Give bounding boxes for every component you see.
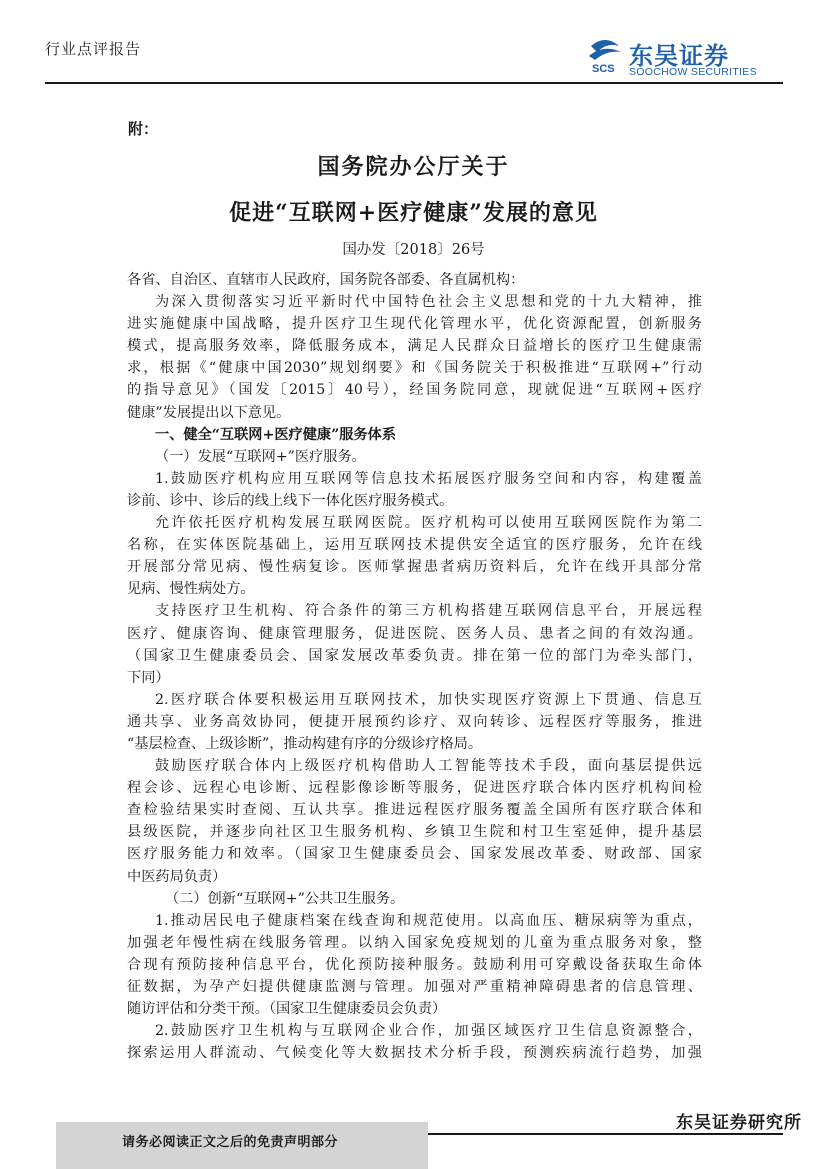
body-line: 医疗服务能力和效率。（国家卫生健康委员会、国家发展改革委、财政部、国家 <box>127 846 702 863</box>
company-logo <box>585 36 785 78</box>
body-line: 健康”发展提出以下意见。 <box>127 404 291 421</box>
body-line: 开展部分常见病、慢性病复诊。医师掌握患者病历资料后，允许在线开具部分常 <box>127 559 702 576</box>
body-line: 为深入贯彻落实习近平新时代中国特色社会主义思想和党的十九大精神，推 <box>155 294 702 311</box>
body-line: 进实施健康中国战略，提升医疗卫生现代化管理水平，优化资源配置，创新服务 <box>127 316 702 333</box>
document-title-line-2: 促进“互联网+医疗健康”发展的意见 <box>229 200 598 226</box>
body-line: 1.推动居民电子健康档案在线查询和规范使用。以高血压、糖尿病等为重点， <box>155 912 702 929</box>
body-line: 的指导意见》（国发〔2015〕40号），经国务院同意，现就促进“互联网+医疗 <box>127 382 702 399</box>
body-line: 求，根据《“健康中国2030”规划纲要》和《国务院关于积极推进“互联网+”行动 <box>127 360 702 377</box>
logo-english-text: SOOCHOW SECURITIES <box>629 66 757 78</box>
body-line: 加强老年慢性病在线服务管理。以纳入国家免疫规划的儿童为重点服务对象，整 <box>127 934 702 951</box>
logo-chinese-text: 东吴证券 <box>629 42 729 70</box>
body-line: 模式，提高服务效率，降低服务成本，满足人民群众日益增长的医疗卫生健康需 <box>127 338 702 355</box>
body-line: 查检验结果实时查阅、互认共享。推进远程医疗服务覆盖全国所有医疗联合体和 <box>127 802 702 819</box>
body-line: 中医药局负责） <box>127 868 227 885</box>
body-line: 鼓励医疗联合体内上级医疗机构借助人工智能等技术手段，面向基层提供远 <box>155 758 702 775</box>
body-line: 见病、慢性病处方。 <box>127 581 255 598</box>
document-number: 国办发〔2018〕26号 <box>342 242 485 258</box>
body-line: 随访评估和分类干预。（国家卫生健康委员会负责） <box>127 1001 447 1018</box>
body-line: 名称，在实体医院基础上，运用互联网技术提供安全适宜的医疗服务，允许在线 <box>127 537 702 554</box>
body-line: 2.鼓励医疗卫生机构与互联网企业合作，加强区域医疗卫生信息资源整合， <box>155 1023 702 1040</box>
body-line: 1.鼓励医疗机构应用互联网等信息技术拓展医疗服务空间和内容，构建覆盖 <box>155 470 702 487</box>
body-line: 医疗、健康咨询、健康管理服务，促进医院、医务人员、患者之间的有效沟通。 <box>127 625 702 642</box>
body-line: 诊前、诊中、诊后的线上线下一体化医疗服务模式。 <box>127 492 454 509</box>
body-line: 探索运用人群流动、气候变化等大数据技术分析手段，预测疾病流行趋势，加强 <box>127 1045 702 1062</box>
body-line: 程会诊、远程心电诊断、远程影像诊断等服务，促进医疗联合体内医疗机构间检 <box>127 780 702 797</box>
body-line: 支持医疗卫生机构、符合条件的第三方机构搭建互联网信息平台，开展远程 <box>155 603 702 620</box>
subsection-heading: （一）发展“互联网+”医疗服务。 <box>155 448 366 465</box>
footer-divider <box>428 1133 783 1135</box>
body-line: 合现有预防接种信息平台，优化预防接种服务。鼓励利用可穿戴设备获取生命体 <box>127 956 702 973</box>
footer-institute: 东吴证券研究所 <box>676 1113 802 1133</box>
document-body <box>127 269 702 1064</box>
appendix-label: 附： <box>128 120 159 138</box>
body-line: 征数据，为孕产妇提供健康监测与管理。加强对严重精神障碍患者的信息管理、 <box>127 979 702 995</box>
body-line: （国家卫生健康委员会、国家发展改革委负责。排在第一位的部门为牵头部门， <box>127 647 702 664</box>
body-line: 县级医院，并逐步向社区卫生服务机构、乡镇卫生院和村卫生室延伸，提升基层 <box>127 824 702 841</box>
body-line: 2.医疗联合体要积极运用互联网技术，加快实现医疗资源上下贯通、信息互 <box>155 691 702 708</box>
footer-disclaimer: 请务必阅读正文之后的免责声明部分 <box>122 1135 339 1150</box>
subsection-heading: （二）创新“互联网+”公共卫生服务。 <box>165 890 405 907</box>
header-divider <box>45 82 783 84</box>
body-line: 允许依托医疗机构发展互联网医院。医疗机构可以使用互联网医院作为第二 <box>155 515 702 532</box>
body-line: 通共享、业务高效协同，便捷开展预约诊疗、双向转诊、远程医疗等服务，推进 <box>127 713 702 730</box>
logo-mark-text: SCS <box>592 63 615 75</box>
section-heading: 一、健全“互联网+医疗健康”服务体系 <box>155 426 397 443</box>
body-line: 下同） <box>127 669 170 686</box>
document-title-line-1: 国务院办公厅关于 <box>317 154 510 180</box>
logo-mark-icon <box>585 36 625 76</box>
body-line: 各省、自治区、直辖市人民政府，国务院各部委、各直属机构： <box>127 272 525 288</box>
body-line: “基层检查、上级诊断”，推动构建有序的分级诊疗格局。 <box>127 735 483 752</box>
report-type-label: 行业点评报告 <box>45 40 142 58</box>
